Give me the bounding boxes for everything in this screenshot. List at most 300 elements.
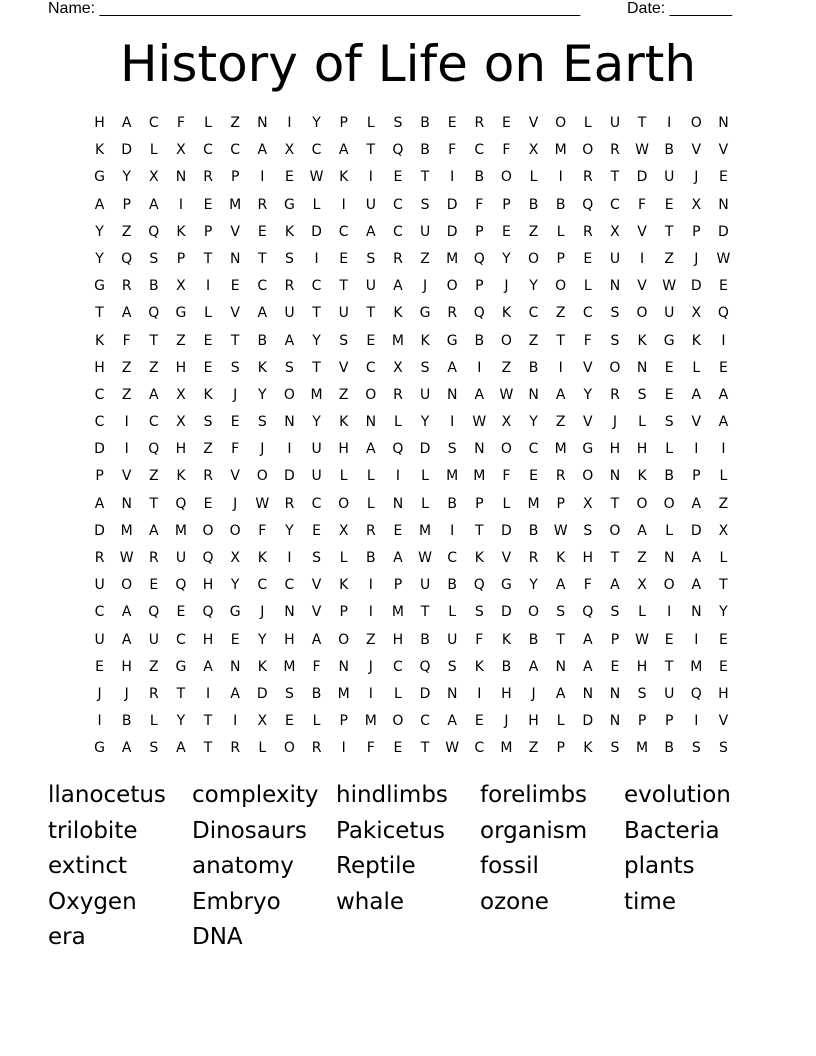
grid-row: [86, 192, 737, 219]
grid-letter: Z: [203, 441, 213, 458]
grid-letter: O: [528, 604, 540, 621]
grid-letter: N: [609, 468, 621, 485]
grid-letter: R: [284, 495, 295, 512]
grid-letter: E: [95, 658, 104, 675]
grid-letter: Z: [230, 115, 240, 131]
grid-letter: E: [230, 278, 240, 295]
grid-letter: X: [176, 142, 186, 159]
grid-letter: L: [366, 468, 375, 485]
grid-letter: L: [719, 550, 728, 566]
grid-row: [86, 409, 737, 436]
word-bank-item: organism: [480, 817, 588, 844]
grid-letter: E: [719, 359, 728, 376]
grid-letter: E: [719, 278, 728, 295]
grid-letter: D: [446, 223, 458, 240]
word-bank-item: fossil: [480, 853, 539, 880]
grid-letter: Z: [528, 223, 539, 240]
grid-letter: B: [664, 468, 674, 485]
grid-letter: G: [94, 278, 105, 295]
grid-letter: C: [338, 223, 349, 240]
grid-letter: I: [368, 169, 373, 186]
grid-letter: Q: [582, 604, 594, 621]
grid-letter: A: [311, 631, 322, 648]
grid-letter: O: [500, 332, 512, 349]
grid-letter: N: [175, 169, 187, 186]
grid-letter: E: [447, 115, 457, 131]
grid-letter: K: [474, 658, 484, 675]
grid-letter: E: [719, 631, 728, 648]
grid-letter: N: [718, 196, 729, 213]
grid-row: [86, 273, 737, 300]
grid-letter: Q: [690, 685, 702, 702]
grid-letter: A: [338, 142, 349, 159]
grid-letter: S: [664, 414, 674, 431]
grid-letter: C: [94, 386, 105, 403]
grid-letter: I: [450, 414, 455, 431]
grid-letter: V: [121, 468, 132, 485]
grid-letter: R: [393, 250, 403, 267]
grid-letter: I: [721, 441, 726, 458]
grid-letter: I: [667, 604, 672, 621]
grid-letter: E: [502, 223, 511, 240]
grid-row: [86, 110, 737, 137]
grid-letter: N: [663, 550, 675, 566]
grid-letter: O: [338, 631, 350, 648]
word-bank-item: extinct: [48, 853, 128, 880]
grid-letter: F: [312, 658, 321, 675]
grid-row: [86, 572, 737, 599]
grid-letter: S: [284, 685, 294, 702]
grid-letter: B: [528, 359, 539, 376]
grid-letter: B: [501, 658, 512, 675]
grid-letter: P: [339, 115, 348, 131]
grid-letter: O: [609, 359, 621, 376]
grid-letter: K: [420, 332, 430, 349]
grid-row: [86, 599, 737, 626]
grid-letter: S: [691, 740, 701, 757]
grid-letter: Q: [582, 196, 594, 213]
grid-letter: H: [175, 441, 187, 458]
grid-letter: C: [528, 305, 539, 322]
grid-letter: J: [368, 658, 373, 675]
grid-letter: Y: [502, 250, 511, 267]
grid-letter: S: [474, 604, 484, 621]
grid-letter: R: [121, 278, 132, 295]
grid-letter: U: [664, 305, 675, 322]
grid-letter: D: [121, 142, 133, 159]
grid-letter: O: [528, 250, 540, 267]
grid-letter: S: [284, 359, 294, 376]
grid-letter: P: [475, 278, 484, 295]
grid-letter: I: [368, 685, 373, 702]
grid-letter: V: [338, 359, 349, 376]
grid-letter: N: [338, 658, 349, 675]
grid-letter: F: [366, 740, 375, 757]
grid-letter: T: [203, 740, 213, 757]
grid-letter: Y: [529, 414, 538, 431]
grid-letter: Z: [121, 223, 132, 240]
grid-letter: R: [94, 550, 105, 566]
grid-letter: P: [502, 196, 511, 213]
grid-letter: V: [230, 305, 240, 322]
grid-letter: Q: [202, 604, 214, 621]
word-search-grid: [86, 110, 737, 763]
grid-letter: L: [529, 169, 538, 186]
grid-letter: B: [528, 196, 539, 213]
grid-letter: N: [528, 386, 539, 403]
word-bank-item: evolution: [624, 782, 731, 808]
grid-letter: M: [690, 658, 703, 675]
word-bank-item: Dinosaurs: [192, 817, 307, 844]
grid-letter: B: [149, 278, 159, 295]
grid-letter: K: [637, 332, 647, 349]
grid-letter: Z: [528, 332, 539, 349]
grid-row: [86, 219, 737, 246]
grid-letter: J: [260, 604, 265, 621]
grid-letter: K: [257, 658, 267, 675]
grid-letter: A: [691, 495, 702, 512]
grid-letter: D: [501, 522, 512, 539]
grid-letter: H: [94, 115, 105, 131]
grid-letter: N: [609, 713, 621, 730]
grid-letter: Z: [718, 495, 729, 512]
grid-letter: L: [394, 414, 402, 431]
grid-letter: P: [475, 495, 484, 512]
grid-letter: B: [664, 142, 674, 159]
grid-letter: I: [395, 468, 400, 485]
grid-letter: L: [394, 685, 402, 702]
grid-letter: Y: [258, 631, 267, 648]
grid-letter: D: [582, 713, 594, 730]
grid-letter: S: [257, 414, 267, 431]
date-field-label: Date: _______: [627, 0, 732, 17]
grid-letter: P: [95, 468, 104, 485]
grid-letter: J: [260, 441, 265, 458]
grid-letter: L: [204, 115, 212, 131]
word-bank-item: Embryo: [192, 888, 281, 915]
grid-letter: E: [230, 631, 240, 648]
grid-letter: C: [148, 115, 159, 131]
grid-letter: T: [203, 250, 213, 267]
grid-letter: T: [176, 685, 186, 702]
grid-letter: F: [583, 577, 592, 594]
grid-letter: U: [175, 550, 187, 566]
grid-letter: L: [339, 468, 348, 485]
grid-letter: U: [284, 305, 295, 322]
grid-letter: U: [148, 631, 159, 648]
grid-letter: A: [149, 386, 159, 403]
grid-letter: W: [662, 278, 677, 295]
grid-row: [86, 654, 737, 681]
grid-letter: R: [447, 305, 458, 322]
grid-letter: V: [230, 468, 240, 485]
grid-letter: P: [122, 196, 131, 213]
grid-letter: D: [311, 223, 322, 240]
grid-letter: L: [258, 740, 267, 757]
grid-letter: Q: [121, 250, 133, 267]
grid-letter: I: [260, 169, 265, 186]
grid-letter: E: [664, 386, 674, 403]
word-bank-item: Bacteria: [624, 817, 720, 844]
grid-letter: D: [256, 685, 268, 702]
grid-letter: B: [311, 685, 322, 702]
grid-letter: A: [555, 685, 566, 702]
grid-letter: A: [257, 142, 268, 159]
grid-row: [86, 436, 737, 463]
grid-letter: A: [94, 196, 105, 213]
grid-letter: D: [94, 522, 105, 539]
grid-letter: P: [610, 631, 620, 648]
grid-letter: Y: [583, 386, 593, 403]
grid-letter: I: [477, 359, 482, 376]
grid-letter: A: [121, 115, 132, 131]
grid-letter: X: [230, 550, 240, 566]
word-bank-item: plants: [624, 853, 695, 880]
grid-letter: K: [339, 577, 349, 594]
grid-letter: D: [446, 196, 458, 213]
grid-letter: A: [691, 577, 702, 594]
grid-letter: R: [610, 142, 620, 159]
grid-letter: U: [338, 305, 349, 322]
grid-letter: R: [148, 685, 159, 702]
word-bank-item: forelimbs: [480, 782, 588, 808]
grid-letter: N: [229, 658, 241, 675]
grid-letter: O: [229, 522, 241, 539]
word-bank-item: llanocetus: [48, 782, 166, 808]
grid-letter: E: [474, 713, 484, 730]
grid-letter: N: [718, 115, 729, 131]
grid-letter: W: [635, 142, 649, 159]
grid-letter: H: [284, 631, 295, 648]
grid-letter: L: [421, 468, 429, 485]
grid-letter: T: [637, 115, 647, 131]
grid-letter: L: [366, 495, 375, 512]
grid-letter: O: [555, 115, 567, 131]
grid-letter: M: [391, 332, 404, 349]
grid-letter: W: [472, 414, 487, 431]
grid-letter: A: [284, 332, 295, 349]
grid-letter: L: [556, 713, 565, 730]
grid-letter: T: [719, 577, 728, 594]
grid-letter: F: [583, 332, 592, 349]
grid-row: [86, 355, 737, 382]
grid-letter: S: [447, 658, 457, 675]
grid-letter: P: [203, 223, 213, 240]
grid-letter: K: [501, 305, 512, 322]
grid-letter: E: [664, 196, 674, 213]
grid-letter: S: [393, 115, 403, 131]
grid-letter: C: [582, 305, 593, 322]
grid-letter: K: [474, 550, 484, 566]
grid-letter: B: [257, 332, 268, 349]
grid-letter: F: [448, 142, 457, 159]
grid-letter: I: [287, 115, 292, 131]
grid-letter: T: [149, 332, 159, 349]
grid-letter: Z: [149, 468, 159, 485]
grid-letter: D: [690, 278, 702, 295]
grid-letter: O: [663, 495, 675, 512]
grid-letter: Z: [420, 250, 430, 267]
grid-letter: V: [230, 223, 240, 240]
grid-letter: Z: [176, 332, 186, 349]
grid-letter: X: [338, 522, 349, 539]
grid-letter: Y: [285, 522, 294, 539]
grid-letter: J: [694, 169, 699, 186]
grid-letter: U: [365, 278, 376, 295]
grid-letter: E: [149, 577, 159, 594]
grid-letter: P: [393, 577, 403, 594]
grid-letter: N: [229, 250, 241, 267]
grid-letter: Q: [148, 441, 160, 458]
grid-letter: F: [638, 196, 647, 213]
grid-letter: M: [391, 604, 404, 621]
grid-letter: G: [94, 169, 105, 186]
grid-letter: V: [311, 604, 322, 621]
grid-letter: U: [609, 250, 621, 267]
grid-letter: V: [718, 142, 729, 159]
grid-letter: I: [97, 713, 102, 730]
grid-letter: A: [610, 577, 620, 594]
grid-letter: O: [392, 713, 404, 730]
grid-letter: I: [287, 441, 292, 458]
grid-letter: H: [582, 550, 594, 566]
grid-letter: G: [284, 196, 295, 213]
grid-letter: L: [665, 441, 674, 458]
grid-letter: T: [610, 550, 620, 566]
grid-letter: W: [255, 495, 270, 512]
grid-letter: J: [233, 495, 238, 512]
grid-letter: Y: [95, 223, 104, 240]
grid-letter: H: [202, 631, 214, 648]
grid-letter: Z: [664, 250, 674, 267]
grid-letter: A: [583, 631, 593, 648]
grid-letter: Z: [149, 359, 159, 376]
page-title: History of Life on Earth: [119, 35, 697, 93]
grid-letter: H: [501, 685, 512, 702]
grid-letter: R: [230, 740, 241, 757]
grid-letter: A: [203, 658, 213, 675]
grid-letter: A: [393, 278, 403, 295]
word-bank-item: whale: [336, 888, 405, 915]
grid-letter: I: [287, 550, 292, 566]
grid-letter: Z: [121, 386, 132, 403]
grid-letter: Q: [175, 495, 187, 512]
grid-letter: F: [502, 468, 511, 485]
grid-letter: C: [257, 577, 268, 594]
grid-letter: V: [691, 142, 702, 159]
grid-letter: A: [528, 658, 539, 675]
grid-letter: I: [205, 685, 211, 702]
grid-letter: J: [694, 250, 699, 267]
grid-letter: C: [393, 658, 403, 675]
grid-letter: S: [610, 332, 620, 349]
grid-letter: N: [392, 495, 404, 512]
grid-row: [86, 491, 737, 518]
grid-letter: O: [283, 386, 295, 403]
word-bank-item: trilobite: [48, 817, 138, 844]
grid-letter: S: [284, 250, 294, 267]
grid-letter: Q: [392, 142, 404, 159]
grid-letter: R: [582, 169, 593, 186]
grid-letter: M: [446, 468, 459, 485]
grid-letter: V: [718, 713, 729, 730]
grid-letter: B: [447, 577, 457, 594]
grid-letter: X: [610, 223, 620, 240]
grid-letter: N: [582, 685, 594, 702]
word-bank-item: DNA: [192, 924, 243, 951]
grid-letter: E: [719, 658, 728, 675]
grid-letter: I: [694, 713, 699, 730]
grid-letter: G: [175, 658, 187, 675]
grid-letter: A: [555, 386, 566, 403]
grid-letter: C: [94, 414, 105, 431]
grid-letter: C: [311, 142, 322, 159]
grid-letter: S: [420, 359, 430, 376]
grid-letter: B: [528, 522, 539, 539]
grid-letter: K: [556, 550, 566, 566]
grid-letter: L: [149, 142, 158, 159]
grid-letter: T: [312, 305, 321, 322]
grid-letter: O: [582, 142, 594, 159]
grid-letter: T: [258, 250, 267, 267]
grid-letter: A: [691, 550, 702, 566]
grid-letter: P: [556, 740, 565, 757]
grid-letter: M: [419, 522, 432, 539]
grid-letter: T: [230, 332, 240, 349]
grid-letter: B: [447, 495, 457, 512]
grid-letter: R: [474, 115, 485, 131]
grid-letter: U: [94, 631, 105, 648]
grid-letter: M: [120, 522, 133, 539]
grid-letter: L: [638, 414, 646, 431]
grid-letter: I: [314, 250, 319, 267]
grid-letter: A: [366, 223, 376, 240]
grid-letter: K: [393, 305, 403, 322]
grid-letter: C: [474, 740, 485, 757]
grid-letter: S: [610, 305, 620, 322]
grid-letter: P: [556, 250, 565, 267]
grid-letter: G: [582, 441, 594, 458]
grid-letter: T: [556, 332, 565, 349]
grid-letter: A: [393, 550, 403, 566]
word-bank-item: Oxygen: [48, 888, 137, 915]
grid-letter: Y: [312, 332, 321, 349]
grid-letter: C: [420, 713, 430, 730]
grid-letter: U: [609, 115, 621, 131]
grid-letter: Z: [555, 414, 566, 431]
grid-letter: A: [176, 740, 186, 757]
grid-letter: X: [176, 386, 186, 403]
grid-letter: W: [635, 631, 649, 648]
grid-letter: O: [690, 115, 702, 131]
grid-letter: A: [149, 196, 159, 213]
grid-letter: U: [419, 577, 431, 594]
grid-letter: K: [94, 142, 105, 159]
grid-letter: K: [257, 359, 267, 376]
grid-row: [86, 545, 737, 572]
grid-letter: L: [448, 604, 457, 621]
grid-letter: J: [97, 685, 102, 702]
grid-letter: J: [612, 414, 617, 431]
grid-letter: U: [419, 386, 431, 403]
grid-letter: A: [718, 414, 729, 431]
grid-letter: L: [583, 278, 592, 295]
grid-letter: C: [148, 414, 159, 431]
grid-letter: O: [582, 468, 594, 485]
word-bank-item: hindlimbs: [336, 782, 448, 808]
grid-letter: K: [501, 631, 512, 648]
grid-letter: T: [366, 142, 376, 159]
